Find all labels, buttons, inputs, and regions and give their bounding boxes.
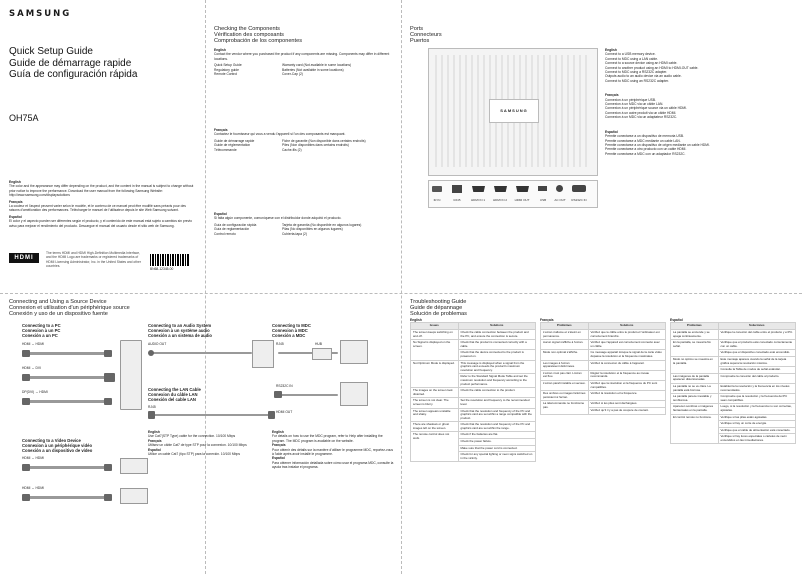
port-desc: Connect to MDC using a RS232C adapter. xyxy=(605,70,668,75)
lan-title-fr: Connexion du câble LAN xyxy=(148,392,198,398)
troubleshooting-title-en: Troubleshooting Guide xyxy=(410,299,467,305)
video-title-fr: Connexion à un périphérique vidéo xyxy=(22,443,93,449)
solution-cell: Check that the product is connected correctly with a cable. xyxy=(458,340,536,350)
solution-cell: Ce message apparaît lorsque le signal de la carte vidéo dépasse la résolution et la fréquence maximales. xyxy=(588,350,666,360)
troubleshooting-table xyxy=(670,322,796,444)
table-row xyxy=(411,340,536,350)
table-header-cell: Problèmes xyxy=(541,323,589,330)
solution-cell: Réglez la résolution et la fréquence au niveau recommandé. xyxy=(588,370,666,380)
fold-line-vertical-2 xyxy=(401,0,402,574)
solution-cell: Refer to the Standard Signal Mode Table and set the maximum resolution and frequency according to the product performance. xyxy=(458,374,536,388)
mdc-note-lang: English xyxy=(272,430,284,434)
solution-cell: Vérifiez la connexion du câble à l'appareil. xyxy=(588,360,666,370)
mdc-title-fr: Connexion à MDC xyxy=(272,328,308,334)
product-logo-plate: SAMSUNG xyxy=(489,99,539,123)
audio-titles xyxy=(148,323,212,339)
table-row xyxy=(411,388,536,398)
mdc-note-text: Para obtener información detallada sobre cómo usar el programa MDC, consulte la ayuda tras instalar el programa. xyxy=(272,460,394,470)
components-es xyxy=(214,212,394,236)
solution-cell: Vérifiez qu'il n'y a pas de coupure de courant. xyxy=(588,407,666,414)
samsung-logo: SAMSUNG xyxy=(9,9,72,19)
issue-cell: The remote control does not work. xyxy=(411,432,459,462)
issue-cell: La pantalla se enciende y se apaga continuamente. xyxy=(671,330,719,340)
model-name: OH75A xyxy=(9,113,39,123)
table-row xyxy=(671,330,796,340)
solution-cell: Luego, si la resolución y la frecuencia no son correctas, ajústelas. xyxy=(718,404,796,414)
issue-cell: L'écran n'est pas clair. L'écran est flou. xyxy=(541,370,589,380)
note-text-es: El color y el aspecto pueden ser diferentes según el producto, y el contenido de este manual está sujeto a cambios sin previo aviso para mejorar el rendimiento del producto. Descargue el manual del usuario desde el sitio web de Samsung. xyxy=(9,219,192,228)
hdmi-in-2-port xyxy=(494,186,507,192)
component-item: Pilas (No disponibles en algunos lugares) xyxy=(282,227,343,232)
mdc-hdmi-out-label: HDMI OUT xyxy=(276,410,293,414)
port-desc: Connexion à un MDC via un adaptateur RS232C. xyxy=(605,115,678,120)
troubleshooting-column xyxy=(410,318,536,568)
audio-plug xyxy=(148,350,154,356)
port-desc: Connexion à un MDC via un câble LAN. xyxy=(605,102,664,107)
issue-cell: Mode non optimal s'affiche. xyxy=(541,350,589,360)
video-title-es: Conexión a un dispositivo de vídeo xyxy=(22,448,93,454)
table-row xyxy=(541,350,666,360)
lan-notes xyxy=(148,430,268,456)
issue-cell: La pantalla parece inestable y temblorosa. xyxy=(671,394,719,404)
port-desc: Connect to another product using an HDMI to HDMI-OUT cable. xyxy=(605,65,699,70)
fold-line-vertical-1 xyxy=(205,0,206,574)
components-intro-en: Contact the vendor where you purchased the product if any components are missing. Components may differ in different locations. xyxy=(214,52,390,61)
table-row xyxy=(541,370,666,380)
cable-plug xyxy=(104,373,115,382)
table-row xyxy=(671,340,796,350)
port-label: USB xyxy=(539,198,547,202)
ac-out-port xyxy=(556,185,563,192)
solution-cell: Make sure that the power cord is connected. xyxy=(458,445,536,452)
solution-cell: This message is displayed when a signal from the graphics card exceeds the product's maximum resolution and frequency. xyxy=(458,360,536,374)
troubleshooting-lang: Español xyxy=(670,318,683,322)
solution-cell: Check that the resolution and frequency of the PC and graphics card are set within the range. xyxy=(458,422,536,432)
solution-cell: Vérifiez que l'appareil est correctement connecté avec un câble. xyxy=(588,340,666,350)
issue-cell: La pantalla no se ve clara. La pantalla está borrosa. xyxy=(671,383,719,393)
rs232c-plug xyxy=(274,391,282,398)
lan-note-text: Use Cat7(STP Type) cable for the connection. 10/100 Mbps xyxy=(148,434,236,439)
solution-cell: Vérifiez que la résolution et la fréquence du PC sont compatibles. xyxy=(588,380,666,390)
port-desc: Permite conectarse a MDC mediante un cable LAN. xyxy=(605,138,681,143)
ports-titles xyxy=(410,26,442,45)
solution-cell: Este mensaje aparece cuando la señal de la tarjeta gráfica supera la resolución máxima. xyxy=(718,356,796,366)
lan-note-text: Utilice un cable Cat7 (tipo STP) para la conexión. 10/100 Mbps xyxy=(148,452,240,457)
component-item: Regulatory guide xyxy=(214,67,239,72)
issue-cell: Aparecen sombras o imágenes fantasmales en la pantalla. xyxy=(671,404,719,414)
issue-cell: Las imágenes de la pantalla aparecen distorsionadas. xyxy=(671,373,719,383)
connecting-titles xyxy=(9,299,130,318)
issue-cell: La télécommande ne fonctionne pas. xyxy=(541,401,589,414)
hdmi-in-1-port xyxy=(472,186,485,192)
component-item: Guide de démarrage rapide xyxy=(214,138,255,143)
solution-cell: Compruebe que la resolución y la frecuencia del PC sean compatibles. xyxy=(718,394,796,404)
product-back-panel xyxy=(428,48,598,176)
issue-cell: Modo no óptimo se muestra en la pantalla. xyxy=(671,356,719,373)
issue-cell: L'écran paraît instable et secoué. xyxy=(541,380,589,390)
issue-cell: There are shadows or ghost images left on the screen. xyxy=(411,422,459,432)
cable-plug xyxy=(22,464,30,471)
fold-line-horizontal xyxy=(0,293,802,294)
ports-descriptions xyxy=(605,48,795,156)
audio-title-en: Connecting to an Audio System xyxy=(148,323,212,328)
ports-lang-es: Español xyxy=(605,129,618,134)
issue-cell: The screen is not clear. The screen is blurry. xyxy=(411,398,459,408)
issue-cell: El control remoto no funciona. xyxy=(671,414,719,444)
video-cable-label: HDMI ↔ HDMI xyxy=(22,456,44,460)
video-device-icon xyxy=(120,458,148,474)
table-row xyxy=(411,408,536,422)
port-desc: Permite conectarse a un dispositivo de origen mediante un cable HDMI. xyxy=(605,142,710,147)
cable-plug xyxy=(104,494,112,501)
solution-cell: Verifique si las pilas están agotadas. xyxy=(718,414,796,421)
solution-cell: Establezca la resolución y la frecuencia en los niveles recomendados. xyxy=(718,383,796,393)
issue-cell: The images on the screen look distorted. xyxy=(411,388,459,398)
table-row xyxy=(671,414,796,421)
solution-cell: Check that the device connected to the product is powered on. xyxy=(458,350,536,360)
note-lang-fr: Français xyxy=(9,199,23,204)
ports-title-en: Ports xyxy=(410,26,424,32)
video-cable-label: HDMI ↔ HDMI xyxy=(22,486,44,490)
audio-title-es: Conexión a un sistema de audio xyxy=(148,333,212,339)
mdc-rj45-label: RJ45 xyxy=(276,342,284,346)
table-row xyxy=(411,330,536,340)
mdc-title-en: Connecting to MDC xyxy=(272,323,311,328)
solution-cell: Check the power failure. xyxy=(458,439,536,446)
component-item: Piles (Non disponibles dans certains endroits) xyxy=(282,143,349,148)
component-item: Guía de reglamentación xyxy=(214,227,250,232)
issue-cell: Les images à l'écran apparaissent déformées. xyxy=(541,360,589,370)
ports-lang-en: English xyxy=(605,48,617,52)
component-item: Fiche de garantie (Non disponible dans certains endroits) xyxy=(282,138,366,143)
port-desc: Connect to a USB memory device. xyxy=(605,52,656,57)
ir-in-port xyxy=(432,186,442,192)
table-row xyxy=(411,360,536,374)
connecting-title-en: Connecting and Using a Source Device xyxy=(9,299,107,305)
table-header-cell: Issues xyxy=(411,323,459,330)
table-header-cell: Solutions xyxy=(458,323,536,330)
note-text-fr: La couleur et l'aspect peuvent varier selon le modèle, et le contenu de ce manuel peut être modifié sans préavis pour des raisons d'amélioration des performances. Télécharger le manuel de l'utilisateur depuis le site Web Samsung suivant. xyxy=(9,204,186,213)
solution-cell: Verifique que el dispositivo conectado esté encendido. xyxy=(718,350,796,357)
port-desc: Connect to MDC using an RS232C adapter. xyxy=(605,78,669,83)
speaker-icon xyxy=(252,340,274,368)
port-label: RS232C IN xyxy=(571,198,587,202)
solution-cell: Consulte la Tabla de modos de señal estándar. xyxy=(718,367,796,374)
rj45-port xyxy=(452,185,462,193)
audio-out-label: AUDIO OUT xyxy=(148,342,167,346)
note-lang-en: English xyxy=(9,180,21,184)
solution-cell: Vérifiez la résolution et la fréquence. xyxy=(588,391,666,401)
ports-lang-fr: Français xyxy=(605,93,619,98)
component-item: Guide de réglementation xyxy=(214,143,251,148)
table-row xyxy=(541,391,666,401)
cover-title-es: Guía de configuración rápida xyxy=(9,69,138,80)
solution-cell: Verifique si hay un corte de energía. xyxy=(718,421,796,428)
components-intro-fr: Contactez le fournisseur qui vous a vendu l'appareil si l'un des composants est manquant. xyxy=(214,132,346,137)
cable-plug xyxy=(104,350,112,357)
port-desc: Permite conectarse a MDC con un adaptador RS232C. xyxy=(605,151,686,156)
port-label: HDMI IN 1 xyxy=(470,198,485,202)
pc-cable-label: HDMI ↔ DVI xyxy=(22,366,42,370)
cover-notes xyxy=(9,180,197,228)
components-en xyxy=(214,48,394,76)
port-desc: Connexion à un périphérique source via un câble HDMI. xyxy=(605,106,687,111)
table-row xyxy=(671,373,796,383)
connecting-title-es: Conexión y uso de un dispositivo fuente xyxy=(9,311,108,318)
components-titles xyxy=(214,26,302,45)
mdc-titles xyxy=(272,323,311,339)
port-desc: Connexion à un autre produit via un câble HDMI. xyxy=(605,110,677,115)
component-item: Cache-fils (2) xyxy=(282,147,302,152)
table-row xyxy=(671,356,796,366)
audio-cable xyxy=(152,352,252,354)
components-lang-en: English xyxy=(214,48,226,52)
table-row xyxy=(541,340,666,350)
component-item: Cover-Cap (2) xyxy=(282,72,303,77)
table-header-cell: Solutions xyxy=(588,323,666,330)
port-desc: Permite conectarse a un dispositivo de memoria USB. xyxy=(605,134,684,139)
solution-cell: Check the cable connection between the product and the PC, and ensure the connection is secure. xyxy=(458,330,536,340)
hdmi-cable xyxy=(26,496,106,499)
issue-cell: No Signal is displayed on the screen. xyxy=(411,340,459,360)
mdc-title-es: Conexión a MDC xyxy=(272,333,306,339)
note-text-en: The color and the appearance may differ depending on the product, and the content in the manual is subject to change without prior notice to improve the performance. Download the user manual from the following Samsung Website: http://www.samsung.com/displaysolutions xyxy=(9,184,194,198)
troubleshooting-lang: Français xyxy=(540,318,554,322)
lan-cable xyxy=(152,414,272,416)
mdc-notes xyxy=(272,430,394,470)
cable-plug xyxy=(22,374,30,381)
solution-cell: Verifique que el producto esté conectado correctamente con un cable. xyxy=(718,340,796,350)
note-lang-es: Español xyxy=(9,214,22,219)
port-label: RJ45 xyxy=(453,198,461,202)
troubleshooting-column xyxy=(670,318,796,568)
table-row xyxy=(411,422,536,432)
table-row xyxy=(541,330,666,340)
component-item: Tarjeta de garantía (No disponible en algunos lugares) xyxy=(282,222,362,227)
table-row xyxy=(541,380,666,390)
hdmi-logo: HDMI xyxy=(9,253,39,263)
mdc-note-lang: Español xyxy=(272,456,285,461)
ports-title-es: Puertos xyxy=(410,38,430,45)
cable-plug xyxy=(104,464,112,471)
hdmi-cable xyxy=(26,466,106,469)
lan-titles xyxy=(148,387,201,403)
component-item: Cubierta-tapa (2) xyxy=(282,231,307,236)
pc-title-en: Connecting to a PC xyxy=(22,323,61,328)
solution-cell: Set the resolution and frequency to the recommended level. xyxy=(458,398,536,408)
issue-cell: Aucun signal s'affiche à l'écran. xyxy=(541,340,589,350)
cover-title-fr: Guide de démarrage rapide xyxy=(9,57,132,69)
component-item: Télécommande xyxy=(214,147,237,152)
port-label: IR IN xyxy=(433,198,441,202)
components-intro-es: Si falta algún componente, comuníquese con el distribuidor donde adquirió el producto. xyxy=(214,216,342,221)
table-row xyxy=(671,404,796,414)
components-title-en: Checking the Components xyxy=(214,26,280,32)
hdmi-out-port xyxy=(516,186,529,192)
components-title-fr: Vérification des composants xyxy=(214,32,284,39)
table-row xyxy=(671,383,796,393)
pc-monitor-icon xyxy=(340,340,368,364)
cable-plug xyxy=(22,350,30,357)
issue-cell: L'écran s'allume et s'éteint en permanence. xyxy=(541,330,589,340)
barcode-text: BN68-12345-00 xyxy=(150,267,174,271)
ports-title-fr: Connecteurs xyxy=(410,32,442,39)
table-row xyxy=(411,398,536,408)
table-row xyxy=(541,401,666,408)
troubleshooting-tables xyxy=(410,318,796,568)
table-row xyxy=(411,432,536,439)
video-title-en: Connecting to a Video Device xyxy=(22,438,81,443)
issue-cell: Des ombres ou images fantômes persistent à l'écran. xyxy=(541,391,589,401)
port-desc: Connect to a source device using an HDMI cable. xyxy=(605,61,678,66)
barcode xyxy=(150,254,190,266)
table-header-cell: Problemas xyxy=(671,323,719,330)
pc-cable-label: HDMI ↔ HDMI xyxy=(22,342,44,346)
table-header-cell: Soluciones xyxy=(718,323,796,330)
issue-cell: Not Optimum Mode is displayed. xyxy=(411,360,459,388)
port-label: AC OUT xyxy=(554,198,566,202)
cover-title-en: Quick Setup Guide xyxy=(9,46,93,57)
solution-cell: Check the cable connection to the product. xyxy=(458,388,536,398)
components-title-es: Comprobación de los componentes xyxy=(214,38,302,45)
lan-title-es: Conexión del cable LAN xyxy=(148,397,196,403)
troubleshooting-table xyxy=(410,322,536,462)
component-item: Guía de configuración rápida xyxy=(214,222,257,227)
pc-titles xyxy=(22,323,61,339)
rj45-label: RJ45 xyxy=(148,405,156,409)
pc-title-es: Conexión a un PC xyxy=(22,333,58,339)
cable-plug xyxy=(22,494,30,501)
troubleshooting-column xyxy=(540,318,666,568)
table-row xyxy=(541,360,666,370)
table-row xyxy=(671,394,796,404)
mdc-hub-label: HUB xyxy=(315,342,322,346)
dp-hdmi-cable xyxy=(26,400,106,403)
port-label: HDMI OUT xyxy=(514,198,530,202)
lan-note-text: Utilisez un câble Cat7 de type STP pour la connexion. 10/100 Mbps xyxy=(148,443,247,448)
mdc-note-text: For details on how to use the MDC program, refer to Help after installing the program. The MDC program is available on the website. xyxy=(272,434,383,443)
video-titles xyxy=(22,438,92,454)
troubleshooting-title-fr: Guide de dépannage xyxy=(410,305,463,312)
components-fr xyxy=(214,128,394,152)
rs232c-in-port xyxy=(572,185,586,192)
troubleshooting-table xyxy=(540,322,666,414)
component-item: Remote Control xyxy=(214,72,238,77)
lan-title-en: Connecting the LAN Cable xyxy=(148,387,201,392)
port-desc: Connexion à un périphérique USB. xyxy=(605,97,656,102)
troubleshooting-titles xyxy=(410,299,467,318)
component-item: Quick Setup Guide xyxy=(214,63,242,68)
pc-cable-label: DP(DVI) ↔ HDMI xyxy=(22,390,48,394)
mdc-note-lang: Français xyxy=(272,443,286,448)
issue-cell: En la pantalla, se muestra No señal. xyxy=(671,340,719,357)
component-item: Control remoto xyxy=(214,231,236,236)
issue-cell: The screen keeps switching on and off. xyxy=(411,330,459,340)
cover-titles xyxy=(9,46,137,81)
hdmi-cable xyxy=(26,352,106,355)
port-desc: Permite conectarse a otro producto con un cable HDMI. xyxy=(605,147,687,152)
lan-note-lang: English xyxy=(148,430,160,434)
port-desc: Connect to MDC using a LAN cable. xyxy=(605,56,658,61)
solution-cell: Check if the batteries are flat. xyxy=(458,432,536,439)
component-item: Warranty card (Not available in some locations) xyxy=(282,63,352,68)
solution-cell: Vérifiez si les piles sont déchargées. xyxy=(588,401,666,408)
issue-cell: The screen appears unstable and shaky. xyxy=(411,408,459,422)
cable-plug xyxy=(104,398,112,405)
solution-cell: Verifique la conexión del cable entre el producto y el PC. xyxy=(718,330,796,340)
components-lang-es: Español xyxy=(214,212,227,216)
solution-cell: Verifique que el cable de alimentación esté conectado. xyxy=(718,427,796,434)
rj45-plug xyxy=(268,411,275,419)
pc-monitor-icon xyxy=(340,382,368,406)
solution-cell: Verifique si hay luces especiales o carteles de neón encendidos en las inmediaciones. xyxy=(718,434,796,444)
usb-port xyxy=(538,186,547,191)
port-label: HDMI IN 2 xyxy=(492,198,507,202)
rj45-plug xyxy=(148,411,155,419)
video-device-icon xyxy=(120,488,148,504)
hub-icon xyxy=(312,348,332,360)
solution-cell: Compruebe la conexión del cable al producto. xyxy=(718,373,796,383)
pc-tower-icon xyxy=(120,340,142,410)
lan-note-lang: Español xyxy=(148,447,161,452)
audio-title-fr: Connexion à un système audio xyxy=(148,328,210,334)
troubleshooting-title-es: Solución de problemas xyxy=(410,311,467,318)
port-desc: Outputs audio to an audio device via an audio cable. xyxy=(605,74,682,79)
pc-title-fr: Connexion à un PC xyxy=(22,328,61,334)
mdc-note-text: Pour obtenir des détails sur la manière d'utiliser le programme MDC, reportez-vous à l'aide après avoir installé le programme. xyxy=(272,447,394,457)
troubleshooting-lang: English xyxy=(410,318,422,322)
hdmi-trademark-note: The terms HDMI and HDMI High-Definition Multimedia Interface, and the HDMI Logo are trademarks or registered trademarks of HDMI Licensing Administrator, Inc. in the United States and other countries. xyxy=(46,251,141,269)
solution-cell: Check for any special lighting or neon signs switched on in the vicinity. xyxy=(458,452,536,462)
cable-plug xyxy=(22,398,30,405)
lan-note-lang: Français xyxy=(148,438,162,443)
mdc-rs232c-label: RS232C IN xyxy=(276,384,293,388)
solution-cell: Check that the resolution and frequency of the PC and graphics card are set within a range compatible with the product. xyxy=(458,408,536,422)
components-lang-fr: Français xyxy=(214,128,228,132)
connecting-title-fr: Connexion et utilisation d'un périphérique source xyxy=(9,305,130,312)
solution-cell: Vérifiez que le câble entre le produit et l'ordinateur est correctement branché. xyxy=(588,330,666,340)
component-item: Batteries (Not available in some locations) xyxy=(282,67,344,72)
rs232c-cable xyxy=(278,394,338,396)
hdmi-dvi-cable xyxy=(26,376,106,379)
